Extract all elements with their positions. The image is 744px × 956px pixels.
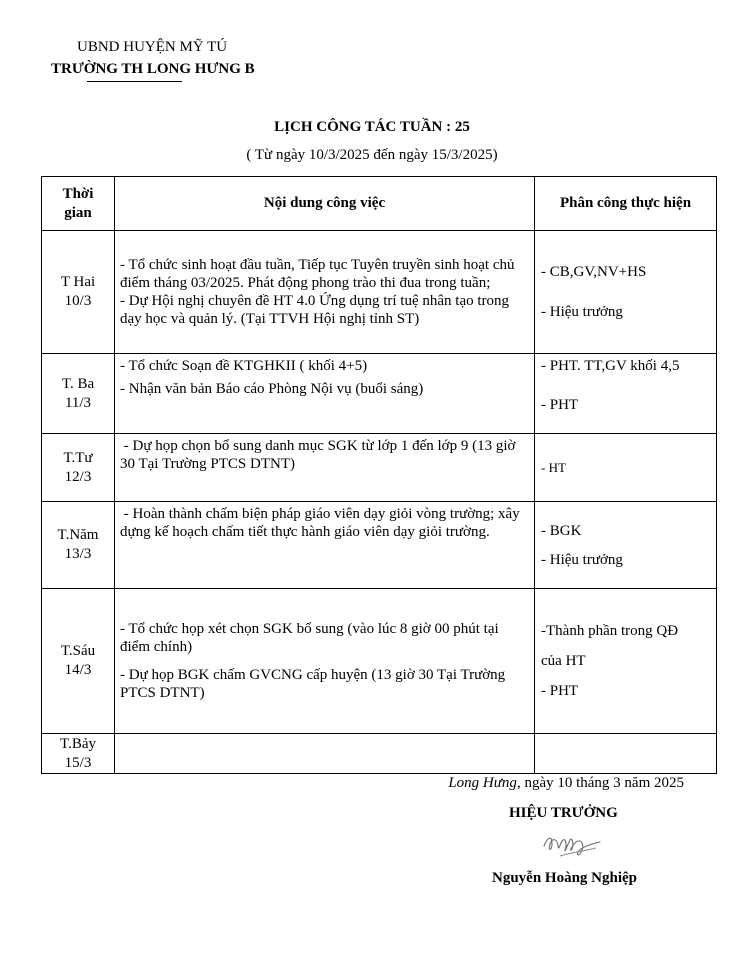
table-header-row bbox=[42, 177, 717, 231]
content-cell bbox=[115, 734, 535, 774]
content-cell: - Dự họp chọn bổ sung danh mục SGK từ lớp 1 đến lớp 9 (13 giờ 30 Tại Trường PTCS DTNT) bbox=[115, 434, 535, 502]
day-cell: T. Ba 11/3 bbox=[42, 354, 115, 434]
day-cell: T Hai 10/3 bbox=[42, 231, 115, 354]
table-row bbox=[42, 734, 717, 774]
table-row bbox=[42, 434, 717, 502]
assign-cell bbox=[535, 734, 717, 774]
signer-name: Nguyễn Hoàng Nghiệp bbox=[492, 870, 638, 886]
day-cell: T.Tư 12/3 bbox=[42, 434, 115, 502]
header-assign: Phân công thực hiện bbox=[535, 177, 717, 231]
header-content: Nội dung công việc bbox=[115, 177, 535, 231]
place-date-line bbox=[448, 775, 684, 792]
content-cell: - Tổ chức họp xét chọn SGK bổ sung (vào lúc 8 giờ 00 phút tại điểm chính) - Dự họp BGK chấm GVCNG cấp huyện (13 giờ 30 Tại Trường PTCS DTNT) bbox=[115, 589, 535, 734]
assign-cell: - HT bbox=[535, 434, 717, 502]
handwritten-signature bbox=[540, 826, 610, 865]
table-row bbox=[42, 231, 717, 354]
content-cell: - Hoàn thành chấm biện pháp giáo viên dạy giỏi vòng trường; xây dựng kế hoạch chấm tiết thực hành giáo viên dạy giỏi trường. bbox=[115, 502, 535, 589]
document-title: LỊCH CÔNG TÁC TUẦN : 25 bbox=[274, 119, 470, 135]
day-cell: T.Sáu 14/3 bbox=[42, 589, 115, 734]
signature-title: HIỆU TRƯỞNG bbox=[509, 805, 618, 821]
table-row bbox=[42, 502, 717, 589]
assign-cell: - CB,GV,NV+HS - Hiệu trưởng bbox=[535, 231, 717, 354]
date-text: , ngày 10 tháng 3 năm 2025 bbox=[516, 775, 684, 791]
table-row bbox=[42, 354, 717, 434]
assign-cell: - BGK - Hiệu trưởng bbox=[535, 502, 717, 589]
header-time: Thời gian bbox=[42, 177, 115, 231]
table-row bbox=[42, 589, 717, 734]
day-cell: T.Bảy 15/3 bbox=[42, 734, 115, 774]
content-cell: - Tổ chức Soạn đề KTGHKII ( khối 4+5) - Nhận văn bản Báo cáo Phòng Nội vụ (buổi sáng) bbox=[115, 354, 535, 434]
schedule-table bbox=[41, 176, 717, 774]
document-subtitle: ( Từ ngày 10/3/2025 đến ngày 15/3/2025) bbox=[246, 147, 498, 163]
place-name: Long Hưng bbox=[448, 775, 517, 791]
agency-name: UBND HUYỆN MỸ TÚ bbox=[77, 39, 228, 55]
assign-cell: - PHT. TT,GV khối 4,5 - PHT bbox=[535, 354, 717, 434]
assign-cell: -Thành phần trong QĐ của HT - PHT bbox=[535, 589, 717, 734]
content-cell: - Tổ chức sinh hoạt đầu tuần, Tiếp tục Tuyên truyền sinh hoạt chủ điểm tháng 03/2025. Phát động phong trào thi đua trong tuần; - Dự Hội nghị chuyên đề HT 4.0 Ứng dụng trí tuệ nhân tạo trong dạy học và quản lý. (Tại TTVH Hội nghị tỉnh ST) bbox=[115, 231, 535, 354]
school-name: TRƯỜNG TH LONG HƯNG B bbox=[51, 61, 255, 77]
header-underline bbox=[87, 81, 182, 82]
day-cell: T.Năm 13/3 bbox=[42, 502, 115, 589]
